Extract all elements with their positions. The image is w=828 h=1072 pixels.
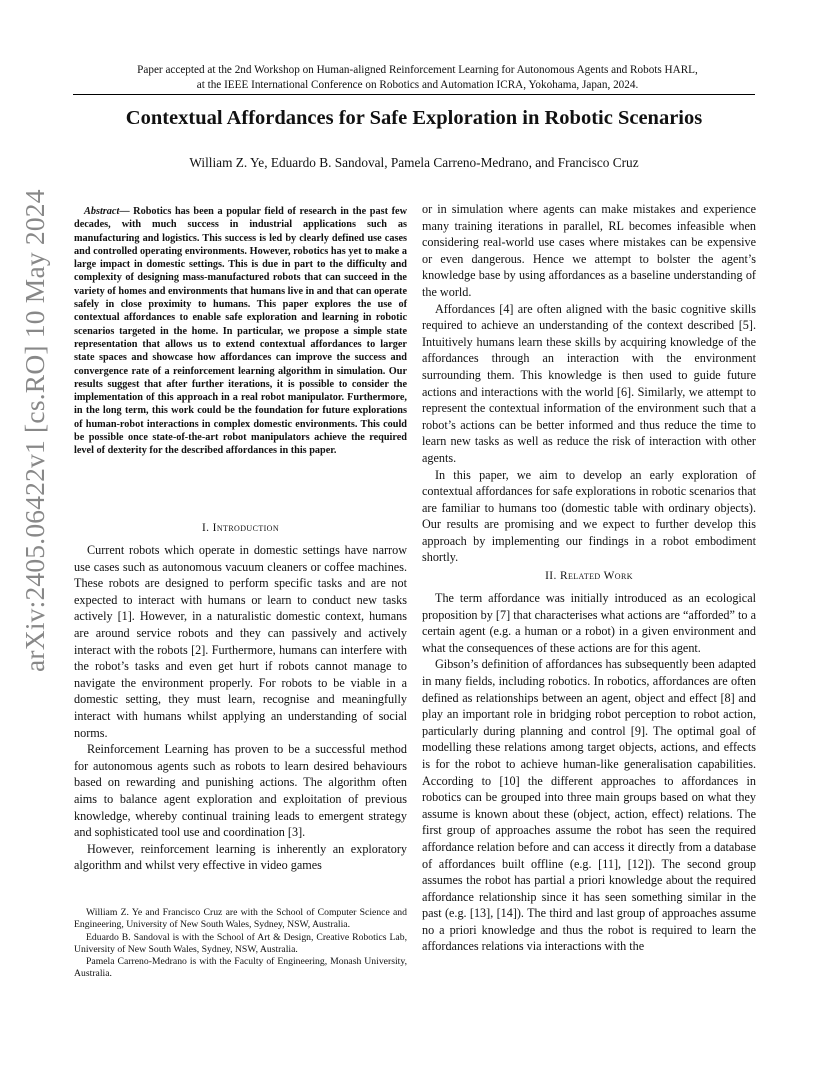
section-heading-related-work: II. Related Work [545, 570, 633, 582]
paragraph: Affordances [4] are often aligned with the basic cognitive skills required to achieve an understanding of the context described [5]. Intuitively humans learn these skills by acquiring knowledge of the affordances through an interaction with the environment surrounding them. This knowledge is then used to guide future actions and interactions with the world [6]. Similarly, we attempt to represent the contextual information of the environment such that a robot’s actions can be better informed and thus reduce the time to learn new tasks as well as reduce the risk of interaction with other agents. [422, 301, 756, 465]
footnote: William Z. Ye and Francisco Cruz are with the School of Computer Science and Engineering, University of New South Wales, Sydney, NSW, Australia. [74, 907, 407, 931]
paper-title: Contextual Affordances for Safe Exploration in Robotic Scenarios [125, 107, 703, 129]
abstract [74, 205, 407, 458]
related-work-body [422, 590, 756, 955]
section-heading-introduction: I. Introduction [201, 522, 280, 534]
author-affiliation-footnotes [74, 907, 407, 981]
paragraph: Reinforcement Learning has proven to be a successful method for autonomous agents such as robots to learn desired behaviours based on rewarding and punishing actions. The algorithm often aims to balance agent exploration and exploitation of previous knowledge, whereby continual training leads to emergent strategy and sophisticated tool use and coordination [3]. [74, 742, 407, 840]
paragraph: Current robots which operate in domestic settings have narrow use cases such as autonomous vacuum cleaners or coffee machines. These robots are designed to perform specific tasks and are not expected to interact with humans or learn to conduct new tasks actively [1]. However, in a naturalistic domestic context, humans are around service robots and they can passively and actively interact with the robots [2]. Furthermore, humans can interfere with the robot’s tasks and even get hurt if robots cannot manage to navigate the environment properly. For robots to be viable in a domestic setting, they must learn, recognise and meaningfully interact with humans whilst applying an understanding of social norms. [74, 543, 407, 740]
conference-note-line-2: at the IEEE International Conference on Robotics and Automation ICRA, Yokohama, Japan, 2024. [196, 78, 639, 91]
introduction-body-continued [422, 201, 756, 566]
conference-note-line-1: Paper accepted at the 2nd Workshop on Human-aligned Reinforcement Learning for Autonomous Agents and Robots HARL, [137, 64, 698, 76]
paragraph: The term affordance was initially introduced as an ecological proposition by [7] that characterises what actions are “afforded” to a certain agent (e.g. a human or a robot) in a given environment and what the consequences of these actions are for this agent. [422, 591, 756, 655]
paragraph: However, reinforcement learning is inherently an exploratory algorithm and whilst very effective in video games [74, 841, 407, 873]
header-rule [73, 94, 755, 95]
footnote: Pamela Carreno-Medrano is with the Faculty of Engineering, Monash University, Australia. [74, 956, 407, 980]
conference-note [80, 63, 755, 92]
introduction-body [74, 542, 407, 874]
footnote: Eduardo B. Sandoval is with the School of Art & Design, Creative Robotics Lab, University of New South Wales, Sydney, NSW, Australia. [74, 931, 407, 955]
arxiv-identifier: arXiv:2405.06422v1 [cs.RO] 10 May 2024 [19, 189, 50, 672]
paragraph: In this paper, we aim to develop an early exploration of contextual affordances for safe explorations in robotic scenarios that are familiar to humans too (domestic table with ordinary objects). Our results are promising and we expect to further develop this approach by implementing our findings in a robot embodiment shortly. [422, 467, 756, 565]
abstract-label: Abstract [84, 206, 120, 217]
abstract-text: — Robotics has been a popular field of research in the past few decades, with much success in industrial applications such as manufacturing and logistics. This success is led by clearly defined use cases and controlled operating environments. However, robotics has yet to make a large impact in domestic settings. This is due in part to the difficulty and complexity of designing mass-manufactured robots that can succeed in the variety of homes and environments that humans live in and that can operate safely in close proximity to humans. This paper explores the use of contextual affordances to enable safe exploration and learning in robotic scenarios targeted in the home. In particular, we propose a simple state representation that allows us to extend contextual affordances to larger state spaces and showcase how affordances can improve the success and convergence rate of a reinforcement learning algorithm in simulation. Our results suggest that after further iterations, it is possible to consider the implementation of this approach in a real robot manipulator. Furthermore, in the long term, this work could be the foundation for future explorations of human-robot interactions in complex domestic environments. This could be possible once state-of-the-art robot manipulators achieve the required level of dexterity for the described affordances in this paper. [74, 206, 407, 457]
author-list: William Z. Ye, Eduardo B. Sandoval, Pamela Carreno-Medrano, and Francisco Cruz [189, 155, 639, 170]
paragraph: or in simulation where agents can make mistakes and experience many training iterations in parallel, RL becomes infeasible when considering real-world use cases where mistakes can be expensive or even dangerous. Hence we attempt to bolster the agent’s knowledge base by using affordances as a baseline understanding of the world. [422, 202, 756, 299]
paragraph: Gibson’s definition of affordances has subsequently been adapted in many fields, including robotics. In robotics, affordances are often defined as relationships between an agent, object and effect [8] and play an important role in bridging robot perception to robot action, particularly during planning and control [9]. The optimal goal of modelling these relations among target objects, actions, and effects is for the robot to achieve human-like generalisation capabilities. According to [10] the different approaches to affordances in robotics can be grouped into three main groups based on what they assume is known about these (object, action, effect) relations. The first group of approaches assume the robot has seen the required affordance relation before and can access it directly from a database of affordances built offline (e.g. [11], [12]). The second group assumes the robot has partial a priori knowledge about the required affordance relationship since it has seen something similar in the past (e.g. [13], [14]). The third and last group of approaches assume no a priori knowledge and thus the robot is required to learn the affordances relations via interactions with the [422, 657, 756, 954]
